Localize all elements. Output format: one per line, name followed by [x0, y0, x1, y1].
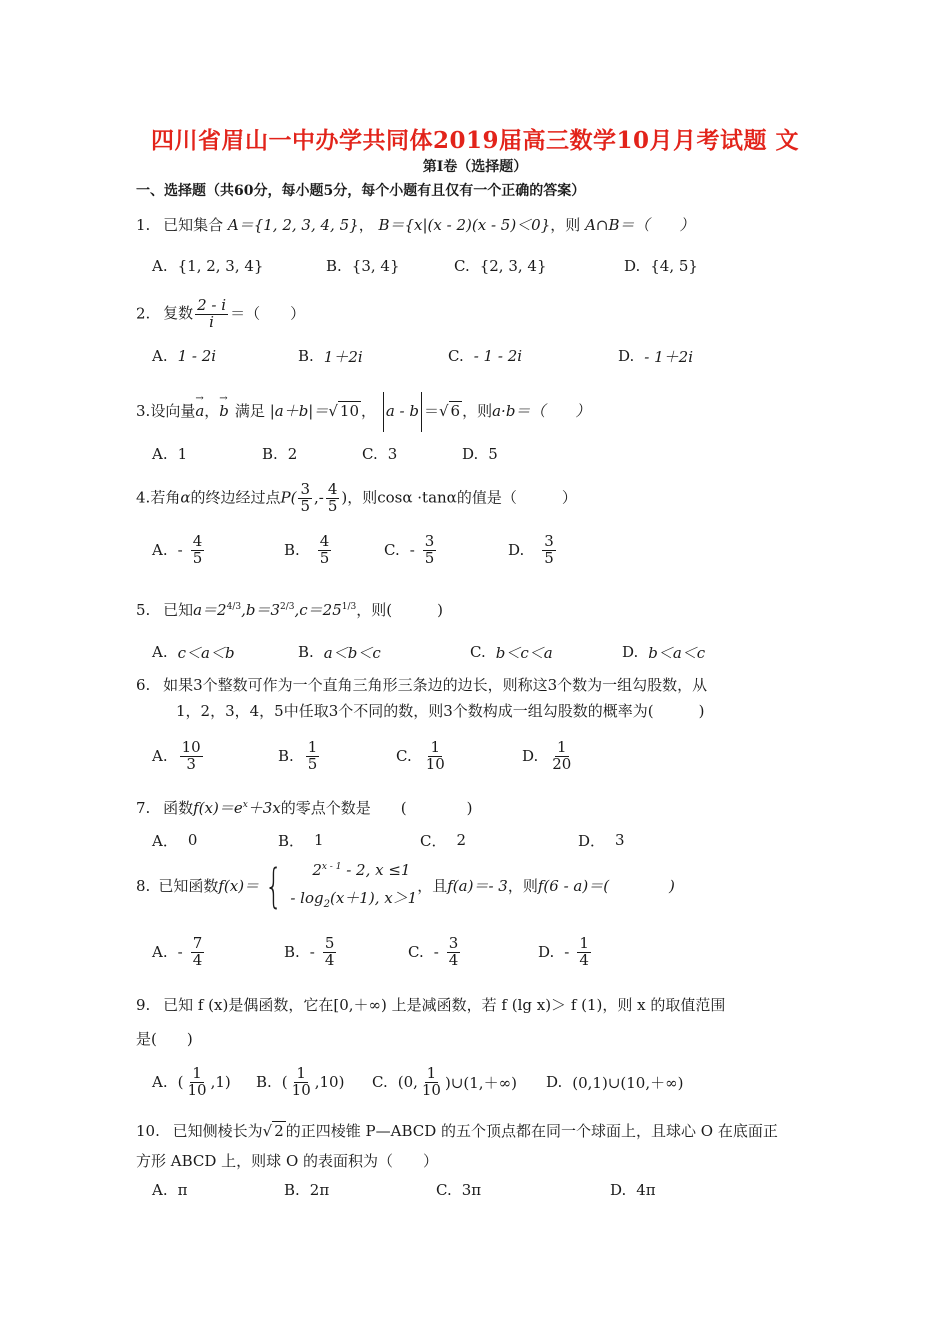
option-b[interactable]: B. 2: [262, 445, 298, 463]
part-heading: 第I卷（选择题）: [422, 159, 528, 175]
question-number: 3.: [136, 402, 151, 420]
question-10-continued: 方形 ABCD 上，则球 O 的表面积为（ ）: [136, 1152, 439, 1170]
option-b[interactable]: B． 1: [278, 831, 324, 850]
option-d[interactable]: D. $\frac{3}{5}$: [508, 531, 554, 567]
option-c[interactable]: C. - 1 - 2i: [448, 347, 523, 365]
option-c[interactable]: C. (0, $\frac{1}{10}$ )∪(1,＋∞): [372, 1063, 517, 1099]
question-number: 4.: [136, 488, 151, 507]
question-number: 6.: [136, 676, 151, 694]
dot-product: a·b＝（ ）: [492, 402, 591, 420]
option-d[interactable]: D. {4, 5}: [624, 257, 698, 275]
question-6-continued: 1，2，3，4，5中任取3个不同的数，则3个数构成一组勾股数的概率为( ): [176, 702, 705, 720]
option-a[interactable]: A. π: [152, 1181, 188, 1199]
question-number: 10.: [136, 1122, 160, 1140]
option-b[interactable]: B. $\frac{4}{5}$: [284, 531, 330, 567]
option-b[interactable]: B. 2π: [284, 1181, 330, 1199]
option-c[interactable]: C. 3π: [436, 1181, 482, 1199]
option-c[interactable]: C. 3: [362, 445, 398, 463]
intersection-expr: A∩B＝（ ）: [585, 216, 695, 234]
sqrt-10: √ 10: [328, 402, 360, 420]
sqrt-2: √ 2: [262, 1122, 284, 1140]
option-d[interactable]: D. (0,1)∪(10,＋∞): [546, 1073, 684, 1092]
question-2: 2. 复数 $\frac{2 - i}{i}$ ＝（ ）: [136, 296, 306, 331]
option-b[interactable]: B. 1＋2i: [298, 347, 363, 366]
option-d[interactable]: D. $\frac{1}{20}$: [522, 737, 572, 773]
question-4: 4.若角α的终边经过点P( $\frac{3}{5}$ ,- $\frac{4}{5}$ )，则cosα ·tanα的值是（ ）: [136, 480, 577, 515]
option-d[interactable]: D. b＜a＜c: [622, 643, 706, 662]
set-b: B＝{x|(x - 2)(x - 5)＜0}: [378, 216, 551, 234]
option-c[interactable]: C. b＜c＜a: [470, 643, 553, 662]
option-b[interactable]: B. ( $\frac{1}{10}$ ,10): [256, 1063, 345, 1099]
question-6: 6. 如果3个整数可作为一个直角三角形三条边的边长，则称这3个数为一组勾股数，从: [136, 676, 708, 694]
option-a[interactable]: A. 1: [152, 445, 188, 463]
question-9-continued: 是( ): [136, 1030, 193, 1048]
option-c[interactable]: C. - $\frac{3}{5}$: [384, 531, 435, 567]
question-8: 8. 已知函数 f(x)＝ { 2$^{x - 1}$ - 2, x ≤1 - $\log_2(x+1)$, x＞1 ，且 f(a)＝- 3 ，则 f(6 - a)＝( ): [136, 858, 675, 914]
question-number: 2.: [136, 304, 151, 323]
question-number: 1.: [136, 216, 151, 234]
set-a: A＝{1, 2, 3, 4, 5}: [227, 216, 359, 234]
option-a[interactable]: A. - $\frac{7}{4}$: [152, 933, 203, 969]
sqrt-6: √ 6: [438, 402, 461, 420]
question-9: 9. 已知 f (x)是偶函数，它在[0,＋∞) 上是减函数，若 f (lg x)＞ f (1)，则 x 的取值范围: [136, 996, 726, 1014]
option-b[interactable]: B. {3, 4}: [326, 257, 400, 275]
option-b[interactable]: B. $\frac{1}{5}$: [278, 737, 318, 773]
point-p: P(: [280, 488, 297, 507]
page-title: 四川省眉山一中办学共同体2019届高三数学10月月考试题 文: [150, 127, 800, 154]
question-1: 1. 已知集合 A＝{1, 2, 3, 4, 5}， B＝{x|(x - 2)(x - 5)＜0}，则 A∩B＝（ ）: [136, 216, 695, 234]
option-a[interactable]: A. 1 - 2i: [152, 347, 217, 365]
option-d[interactable]: D. 4π: [610, 1181, 656, 1199]
option-d[interactable]: D. - 1＋2i: [618, 347, 693, 366]
option-a[interactable]: A. ( $\frac{1}{10}$ ,1): [152, 1063, 231, 1099]
question-number: 9.: [136, 996, 151, 1014]
option-d[interactable]: D． 3: [578, 831, 625, 850]
question-7: 7. 函数$f(x)=e^x+3x$的零点个数是 ( ): [136, 799, 473, 817]
option-a[interactable]: A. $\frac{10}{3}$: [152, 737, 201, 773]
option-c[interactable]: C. - $\frac{3}{4}$: [408, 933, 459, 969]
question-3: 3.设向量→ a，→ b 满足 |a＋b|＝√ 10 ， a - b ＝√ 6 ，则a·b＝（ ）: [136, 392, 590, 432]
option-a[interactable]: A. c＜a＜b: [152, 643, 235, 662]
condition-diff: a - b: [385, 402, 419, 420]
option-c[interactable]: C． 2: [420, 831, 467, 850]
piecewise-function: { 2$^{x - 1}$ - 2, x ≤1 - $\log_2(x+1)$, x＞1: [264, 859, 418, 913]
option-b[interactable]: B. a＜b＜c: [298, 643, 381, 662]
option-c[interactable]: C. $\frac{1}{10}$: [396, 737, 445, 773]
option-a[interactable]: A. - $\frac{4}{5}$: [152, 531, 203, 567]
option-a[interactable]: A. {1, 2, 3, 4}: [152, 257, 264, 275]
vector-a: → a: [195, 400, 204, 422]
option-d[interactable]: D. 5: [462, 445, 498, 463]
section-heading: 一、选择题（共60分，每小题5分，每个小题有且仅有一个正确的答案）: [136, 183, 586, 199]
condition-sum: |a＋b|＝: [269, 402, 329, 420]
option-b[interactable]: B. - $\frac{5}{4}$: [284, 933, 335, 969]
option-c[interactable]: C. {2, 3, 4}: [454, 257, 547, 275]
question-5: 5. 已知$a=2^{4/3},b=3^{2/3},c=25^{1/3}$，则( ): [136, 601, 443, 619]
option-a[interactable]: A． 0: [152, 831, 198, 850]
question-number: 7.: [136, 799, 151, 817]
question-number: 5.: [136, 601, 151, 619]
question-number: 8.: [136, 877, 151, 895]
option-d[interactable]: D. - $\frac{1}{4}$: [538, 933, 589, 969]
complex-fraction: $\frac{2 - i}{i}$: [197, 296, 227, 331]
question-10: 10. 已知侧棱长为√ 2 的正四棱锥 P—ABCD 的五个顶点都在同一个球面上，且球心 O 在底面正: [136, 1122, 778, 1140]
vector-b: → b: [219, 400, 229, 422]
trig-expr: cosα ·tanα: [377, 488, 457, 507]
